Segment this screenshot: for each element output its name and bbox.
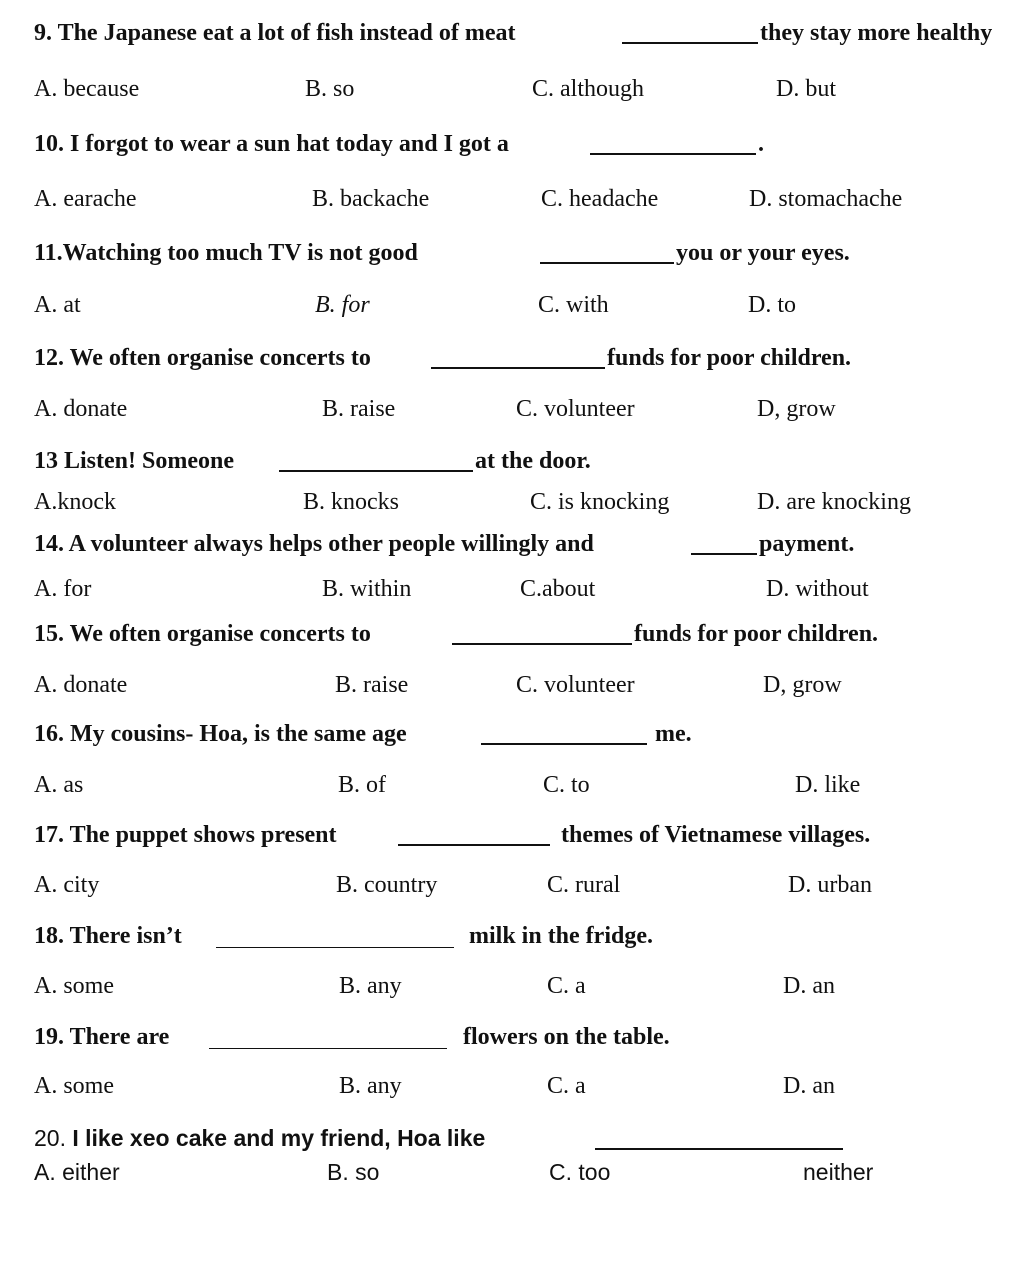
question-9-option-b[interactable]: B. so [305,76,355,102]
question-20-stem-bold [34,1125,485,1152]
question-16-stem-end: me. [655,721,692,747]
question-9-stem: 9. The Japanese eat a lot of fish instead of meat [34,20,516,46]
question-20-stem-text: I like xeo cake and my friend, Hoa like [72,1125,486,1151]
question-17-option-c[interactable]: C. rural [547,872,621,898]
question-16-stem: 16. My cousins- Hoa, is the same age [34,721,407,747]
question-16-option-d[interactable]: D. like [795,772,861,798]
question-17-option-b[interactable]: B. country [336,872,438,898]
question-19-blank [209,1030,447,1049]
question-15-option-c[interactable]: C. volunteer [516,672,635,698]
question-13-option-c[interactable]: C. is knocking [530,489,670,515]
question-13-option-d[interactable]: D. are knocking [757,489,911,515]
question-17-blank [398,826,550,846]
question-13-stem: 13 Listen! Someone [34,448,234,474]
question-18-stem: 18. There isn’t [34,923,182,949]
question-13-option-b[interactable]: B. knocks [303,489,399,515]
question-17-stem: 17. The puppet shows present [34,822,337,848]
question-18-option-a[interactable]: A. some [34,973,114,999]
question-10-option-d[interactable]: D. stomachache [749,186,903,212]
question-16-option-a[interactable]: A. as [34,772,84,798]
question-12-stem-end: funds for poor children. [607,345,852,371]
question-10-stem: 10. I forgot to wear a sun hat today and I got a [34,131,509,157]
question-14-option-c[interactable]: C.about [520,576,596,602]
question-9-blank [622,24,758,44]
question-12-option-a[interactable]: A. donate [34,396,128,422]
question-19-stem-end: flowers on the table. [463,1024,670,1050]
question-14-option-a[interactable]: A. for [34,576,92,602]
question-14-option-b[interactable]: B. within [322,576,412,602]
question-17-option-a[interactable]: A. city [34,872,100,898]
question-10-option-b[interactable]: B. backache [312,186,430,212]
question-15-blank [452,625,632,645]
question-12-stem: 12. We often organise concerts to [34,345,371,371]
question-19-option-b[interactable]: B. any [339,1073,402,1099]
question-9-option-c[interactable]: C. although [532,76,644,102]
question-9-option-a[interactable]: A. because [34,76,140,102]
question-11-stem-end: you or your eyes. [676,240,850,266]
question-15-option-b[interactable]: B. raise [335,672,409,698]
question-10-stem-end: . [758,131,764,157]
question-11-option-c[interactable]: C. with [538,292,609,318]
question-16-option-b[interactable]: B. of [338,772,386,798]
question-12-option-d[interactable]: D, grow [757,396,836,422]
question-13-blank [279,452,473,472]
question-18-blank [216,929,454,948]
question-15-stem-end: funds for poor children. [634,621,879,647]
question-14-stem: 14. A volunteer always helps other people willingly and [34,531,594,557]
question-13-stem-end: at the door. [475,448,591,474]
question-19-option-d[interactable]: D. an [783,1073,835,1099]
question-12-option-b[interactable]: B. raise [322,396,396,422]
question-19-option-a[interactable]: A. some [34,1073,114,1099]
question-18-option-b[interactable]: B. any [339,973,402,999]
question-20-blank [595,1130,843,1150]
question-12-option-c[interactable]: C. volunteer [516,396,635,422]
question-15-option-a[interactable]: A. donate [34,672,128,698]
question-12-blank [431,349,605,369]
question-11-option-b[interactable]: B. for [315,292,370,318]
question-10-option-c[interactable]: C. headache [541,186,659,212]
question-10-option-a[interactable]: A. earache [34,186,137,212]
question-17-option-d[interactable]: D. urban [788,872,872,898]
question-11-option-a[interactable]: A. at [34,292,81,318]
question-13-option-a[interactable]: A.knock [34,489,116,515]
question-19-stem: 19. There are [34,1024,170,1050]
question-16-option-c[interactable]: C. to [543,772,590,798]
question-10-blank [590,135,756,155]
question-20-option-c[interactable]: C. too [549,1159,611,1185]
question-15-stem: 15. We often organise concerts to [34,621,371,647]
question-11-option-d[interactable]: D. to [748,292,796,318]
question-19-option-c[interactable]: C. a [547,1073,586,1099]
question-18-option-c[interactable]: C. a [547,973,586,999]
question-20-option-b[interactable]: B. so [327,1159,380,1185]
question-15-option-d[interactable]: D, grow [763,672,842,698]
question-17-stem-end: themes of Vietnamese villages. [561,822,871,848]
question-9-stem-end: they stay more healthy [760,20,993,46]
question-20-option-a[interactable]: A. either [34,1159,120,1185]
question-18-option-d[interactable]: D. an [783,973,835,999]
question-9-option-d[interactable]: D. but [776,76,836,102]
question-14-option-d[interactable]: D. without [766,576,869,602]
question-16-blank [481,725,647,745]
question-18-stem-end: milk in the fridge. [469,923,653,949]
question-14-blank [691,535,757,555]
question-14-stem-end: payment. [759,531,855,557]
question-20-option-d[interactable]: neither [803,1159,874,1185]
question-11-stem: 11.Watching too much TV is not good [34,240,418,266]
question-11-blank [540,244,674,264]
question-20-number: 20. [34,1125,73,1151]
